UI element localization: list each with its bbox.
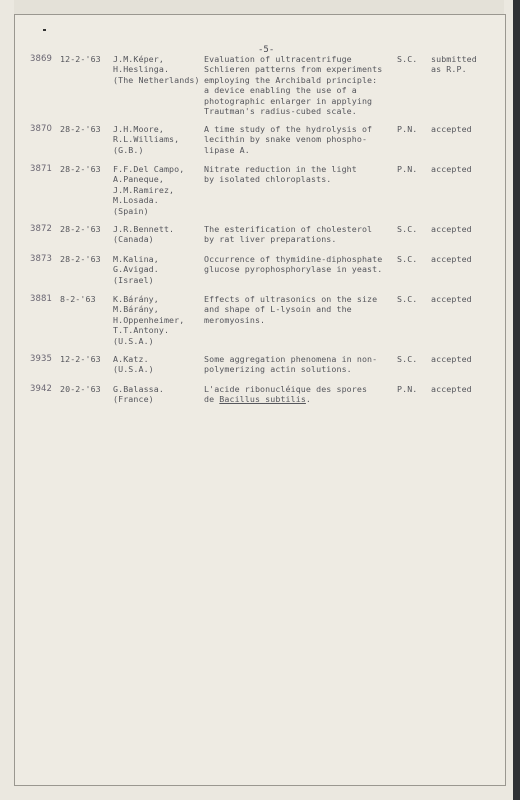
entry-category: P.N. [397,124,418,134]
entry-author-line: J.R.Bennett. [113,224,175,234]
entry-author-line: G.Avigad. [113,264,159,275]
entry-title-line: Schlieren patterns from experiments [204,64,383,75]
page-top-edge [14,0,504,14]
entry-date: 28-2-'63 [60,124,101,134]
entry-number: 3869 [30,54,53,64]
page-number: -5- [258,45,275,55]
entry-author-line: (France) [113,394,154,405]
ink-mark [43,29,46,31]
entry-author-line: R.L.Williams, [113,134,180,145]
entry-number: 3871 [30,164,53,174]
entry-title-line: Some aggregation phenomena in non- [204,354,378,364]
species-name: Bacillus subtilis [219,394,306,405]
entry-title-line: by rat liver preparations. [204,234,337,245]
entry-category: S.C. [397,294,418,304]
entry-date: 28-2-'63 [60,164,101,174]
entry-title-line: by isolated chloroplasts. [204,174,332,185]
entry-title-line: a device enabling the use of a [204,85,357,96]
entry-number: 3881 [30,294,53,304]
entry-author-line: (G.B.) [113,144,144,155]
entry-author-line: (The Netherlands) [113,74,200,85]
entry-title-line: The esterification of cholesterol [204,224,373,234]
entry-date: 28-2-'63 [60,254,101,264]
entry-title-line: Occurrence of thymidine-diphosphate [204,254,383,264]
entry-author-line: A.Katz. [113,354,149,364]
entry-author-line: (U.S.A.) [113,364,154,375]
entry-author-line: H.Oppenheimer, [113,314,185,325]
entry-title-line: employing the Archibald principle: [204,74,378,85]
entry-title-line: Trautman's radius-cubed scale. [204,106,357,116]
entry-title-line: Nitrate reduction in the light [204,164,357,174]
entry-category: S.C. [397,224,418,234]
entry-status: accepted [431,294,472,304]
entry-author-line: G.Balassa. [113,384,164,394]
entry-date: 28-2-'63 [60,224,101,234]
entry-author-line: J.M.Képer, [113,54,164,64]
entry-status: accepted [431,224,472,234]
entry-category: S.C. [397,354,418,364]
entry-author-line: M.Kalina, [113,254,159,264]
entry-number: 3935 [30,354,53,364]
entry-author-line: (U.S.A.) [113,335,154,346]
entry-author-line: M.Losada. [113,195,159,206]
entry-category: S.C. [397,254,418,264]
entry-title-line: lipase A. [204,144,250,155]
entry-category: P.N. [397,164,418,174]
entry-date: 12-2-'63 [60,54,101,64]
entry-status: accepted [431,124,472,134]
entry-number: 3873 [30,254,53,264]
entry-date: 8-2-'63 [60,294,96,304]
entry-title-line: lecithin by snake venom phospho- [204,134,368,145]
entry-status: submitted [431,54,477,64]
scan-border [513,0,520,800]
entry-category: S.C. [397,54,418,64]
entry-title-line: photographic enlarger in applying [204,95,373,106]
entry-author-line: H.Heslinga. [113,64,170,75]
entry-author-line: (Spain) [113,205,149,216]
entry-title-line: Effects of ultrasonics on the size [204,294,378,304]
entry-number: 3870 [30,124,53,134]
entry-author-line: A.Paneque, [113,174,164,185]
entry-author-line: F.F.Del Campo, [113,164,185,174]
entry-number: 3942 [30,384,53,394]
entry-status: accepted [431,164,472,174]
entry-author-line: K.Bárány, [113,294,159,304]
entry-date: 12-2-'63 [60,354,101,364]
entry-status: accepted [431,254,472,264]
entry-author-line: J.H.Moore, [113,124,164,134]
entry-title-line: glucose pyrophosphorylase in yeast. [204,264,383,275]
entry-title-line: and shape of L-lysoin and the [204,304,352,315]
entry-title-line: A time study of the hydrolysis of [204,124,373,134]
entry-category: P.N. [397,384,418,394]
entry-status: accepted [431,384,472,394]
entry-author-line: M.Bárány, [113,304,159,315]
entry-number: 3872 [30,224,53,234]
entry-author-line: (Canada) [113,234,154,245]
entry-title-line: polymerizing actin solutions. [204,364,352,375]
entry-title-line: meromyosins. [204,314,266,325]
entry-author-line: (Israel) [113,274,154,285]
entry-title-line: L'acide ribonucléique des spores [204,384,368,394]
entry-status: as R.P. [431,64,467,75]
entry-title-line: Evaluation of ultracentrifuge [204,54,352,64]
entry-author-line: T.T.Antony. [113,325,170,336]
entry-author-line: J.M.Ramirez, [113,184,175,195]
entry-title-line: de Bacillus subtilis. [204,394,312,405]
entry-status: accepted [431,354,472,364]
entry-date: 20-2-'63 [60,384,101,394]
